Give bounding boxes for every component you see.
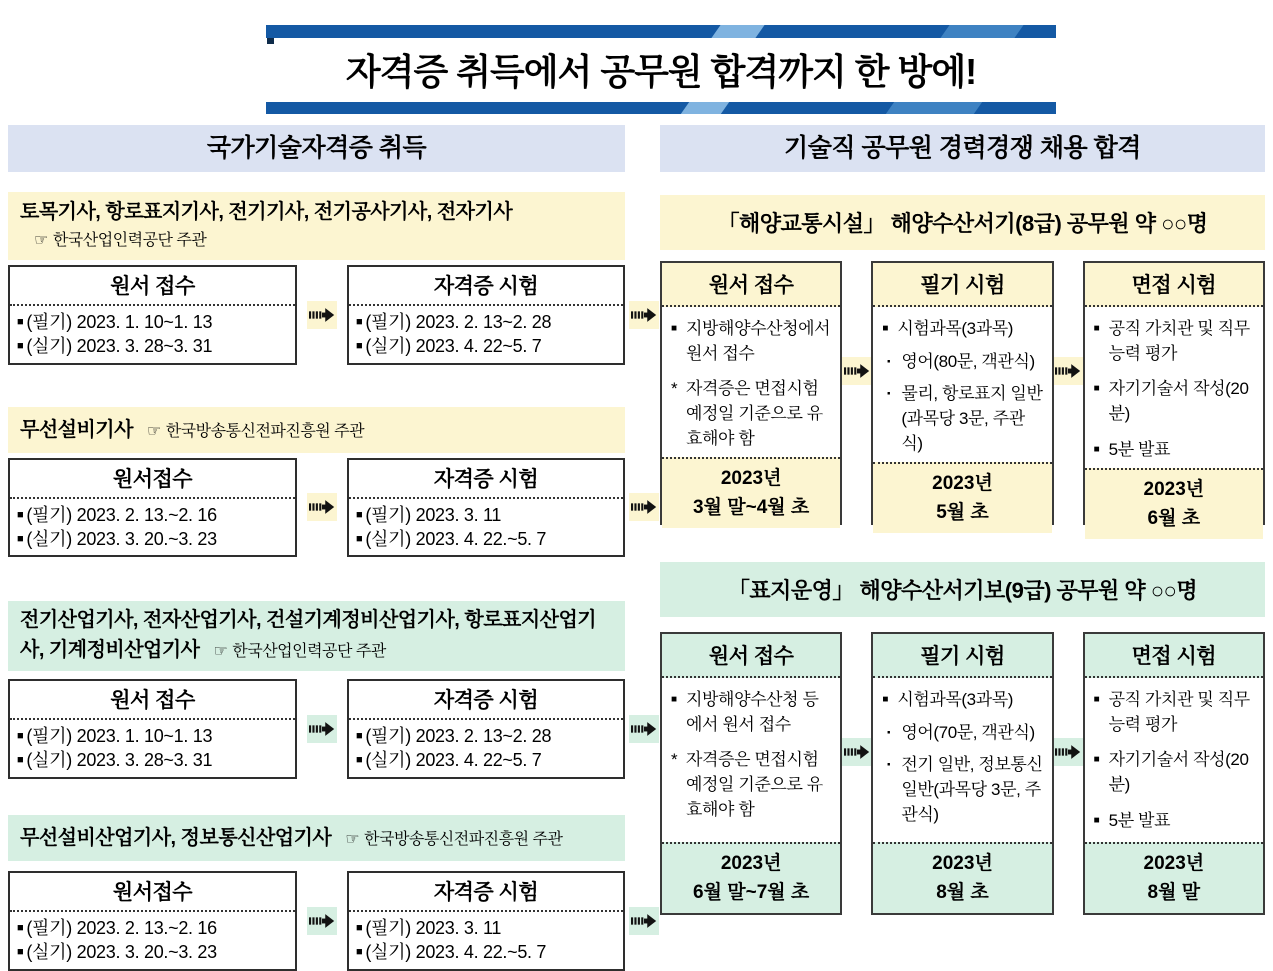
schedule-text: (필기) 2023. 2. 13~2. 28 [365, 726, 552, 747]
bullet-icon: ■ [356, 730, 363, 743]
left-column [8, 125, 625, 971]
application-box [8, 679, 297, 779]
arrow-gap [842, 261, 871, 525]
box-header: 원서 접수 [10, 267, 295, 306]
period-range: 8월 말 [1147, 881, 1201, 903]
box-body [349, 720, 623, 777]
box-body [349, 912, 623, 969]
banner-notch [267, 38, 274, 44]
step-card-interview [1083, 261, 1265, 529]
card-item [882, 350, 1044, 375]
schedule-text: (실기) 2023. 4. 22.~5. 7 [365, 942, 547, 963]
schedule-text: (실기) 2023. 3. 20.~3. 23 [26, 942, 217, 963]
exam-box [347, 871, 625, 971]
card-text: 자격증은 면접시험 예정일 기준으로 유효해야 함 [686, 750, 823, 819]
flow-arrow-icon [629, 493, 659, 521]
bullet-icon: ■ [356, 532, 363, 545]
title-banner [266, 25, 1056, 114]
period-year: 2023년 [720, 468, 782, 490]
schedule-text: (필기) 2023. 1. 10~1. 13 [26, 312, 213, 332]
card-text: 자기기술서 작성(20분) [1108, 379, 1249, 423]
period-year: 2023년 [1143, 853, 1205, 874]
card-body [662, 307, 840, 457]
org-name: 한국산업인력공단 주관 [52, 232, 207, 249]
cert-group-title: 무선설비산업기사, 정보통신산업기사 [20, 826, 332, 849]
period-range: 8월 초 [936, 881, 989, 903]
flow-arrow-icon [629, 907, 659, 935]
bullet-icon: ■ [17, 316, 24, 328]
box-body [349, 499, 623, 556]
card-text: 자기기술서 작성(20분) [1108, 750, 1249, 794]
cert-section-2 [8, 407, 625, 558]
bullet-icon: ■ [356, 946, 363, 959]
application-box [8, 458, 297, 558]
step-card-application [660, 261, 842, 525]
pointing-hand-icon: ☞ [34, 232, 48, 249]
flow-arrow-icon [1054, 738, 1083, 766]
card-header: 원서 접수 [662, 263, 840, 307]
step-cards-row [660, 632, 1265, 915]
card-item [882, 382, 1044, 456]
bullet-icon: * [671, 379, 678, 399]
card-body [873, 678, 1051, 842]
org-note [34, 229, 613, 253]
bullet-icon: ■ [356, 754, 363, 767]
bullet-icon: ■ [17, 532, 24, 545]
flow-arrow-icon [629, 715, 659, 743]
bullet-icon: ■ [882, 323, 888, 334]
cert-group-label [8, 815, 625, 861]
card-item [671, 317, 833, 366]
card-item [671, 377, 833, 451]
cert-group-label [8, 601, 625, 671]
schedule-text: (필기) 2023. 3. 11 [365, 917, 502, 938]
card-period [662, 457, 840, 528]
flow-arrow-icon [307, 301, 337, 329]
schedule-row [8, 458, 625, 558]
bullet-icon: ■ [17, 754, 24, 767]
bullet-icon: · [886, 755, 892, 775]
bullet-icon: ■ [1093, 323, 1100, 334]
org-name: 한국산업인력공단 주관 [232, 643, 386, 661]
schedule-item [356, 527, 616, 551]
flow-arrow-icon [307, 493, 337, 521]
application-box [8, 871, 297, 971]
application-box [8, 265, 297, 365]
pointing-hand-icon: ☞ [146, 422, 161, 440]
card-text: 지방해양수산청에서 원서 접수 [686, 319, 831, 363]
arrow-gap [1054, 261, 1083, 525]
card-text: 영어(70문, 객관식) [901, 722, 1035, 742]
card-header: 면접 시험 [1085, 263, 1263, 307]
box-header: 자격증 시험 [349, 460, 623, 499]
schedule-item [356, 334, 616, 358]
bullet-icon: ■ [1093, 383, 1100, 395]
period-range: 3월 말~4월 초 [693, 496, 810, 518]
schedule-text: (실기) 2023. 4. 22~5. 7 [365, 750, 542, 771]
exam-box [347, 679, 625, 779]
bullet-icon: ■ [17, 921, 24, 934]
pointing-hand-icon: ☞ [213, 643, 228, 661]
period-year: 2023년 [1143, 479, 1205, 501]
card-item [1094, 809, 1256, 834]
box-header: 원서접수 [10, 460, 295, 499]
cert-section-3 [8, 601, 625, 779]
right-column [660, 125, 1265, 915]
card-period [662, 842, 840, 913]
flow-arrow-icon [1054, 357, 1083, 385]
bullet-icon: ■ [1093, 443, 1100, 455]
card-period [873, 842, 1051, 913]
card-item [882, 317, 1044, 342]
bullet-icon: · [886, 722, 892, 742]
schedule-item [17, 334, 288, 358]
card-header: 필기 시험 [873, 263, 1051, 307]
card-period [1085, 468, 1263, 539]
exam-box [347, 265, 625, 365]
box-body [10, 720, 295, 777]
card-text: 자격증은 면접시험 예정일 기준으로 유효해야 함 [686, 379, 823, 448]
card-item [1094, 438, 1256, 463]
schedule-text: (실기) 2023. 4. 22~5. 7 [365, 336, 542, 357]
box-body [10, 912, 295, 969]
arrow-gap [297, 265, 347, 365]
schedule-item [17, 724, 288, 748]
org-note [213, 643, 385, 660]
arrow-gap [1054, 632, 1083, 915]
card-text: 5분 발표 [1108, 439, 1171, 459]
schedule-text: (실기) 2023. 3. 20.~3. 23 [26, 528, 217, 549]
cert-group-label [8, 192, 625, 260]
schedule-item [356, 916, 616, 940]
step-card-interview [1083, 632, 1265, 915]
card-item [1094, 748, 1256, 797]
card-item [882, 753, 1044, 827]
org-name: 한국방송통신전파진흥원 주관 [364, 830, 563, 848]
card-period [873, 462, 1051, 533]
schedule-text: (실기) 2023. 3. 28~3. 31 [26, 750, 213, 771]
box-header: 자격증 시험 [349, 873, 623, 912]
cert-group-title: 토목기사, 항로표지기사, 전기기사, 전기공사기사, 전자기사 [20, 201, 513, 223]
flow-arrow-icon [842, 738, 871, 766]
left-column-header: 국가기술자격증 취득 [8, 125, 625, 172]
schedule-row [8, 871, 625, 971]
recruit-banner: 「표지운영」 해양수산서기보(9급) 공무원 약 ○○명 [660, 562, 1265, 617]
schedule-item [356, 940, 616, 964]
cert-section-1 [8, 192, 625, 365]
card-item [671, 688, 833, 737]
bullet-icon: ■ [671, 694, 677, 705]
card-header: 면접 시험 [1085, 634, 1263, 678]
period-range: 6월 초 [1147, 507, 1201, 529]
box-header: 원서접수 [10, 873, 295, 912]
bullet-icon: · [886, 384, 892, 404]
card-period [1085, 842, 1263, 913]
org-name: 한국방송통신전파진흥원 주관 [165, 422, 365, 440]
box-header: 원서 접수 [10, 681, 295, 720]
bullet-icon: ■ [17, 508, 24, 521]
schedule-text: (필기) 2023. 2. 13~2. 28 [365, 312, 552, 332]
box-body [10, 306, 295, 363]
bullet-icon: ■ [671, 323, 677, 334]
cert-group-title: 무선설비기사 [20, 418, 133, 441]
bullet-icon: ■ [17, 946, 24, 959]
schedule-row [8, 679, 625, 779]
arrow-gap [297, 458, 347, 558]
flow-arrow-icon [842, 357, 871, 385]
schedule-item [17, 527, 288, 551]
bullet-icon: ■ [356, 316, 363, 328]
bullet-icon: · [886, 351, 892, 371]
bullet-icon: ■ [17, 340, 24, 353]
bullet-icon: ■ [1093, 754, 1100, 766]
flow-arrow-icon [307, 907, 337, 935]
card-text: 시험과목(3과목) [897, 319, 1014, 338]
right-column-header: 기술직 공무원 경력경쟁 채용 합격 [660, 125, 1265, 172]
card-text: 시험과목(3과목) [897, 690, 1014, 709]
arrow-gap [842, 632, 871, 915]
schedule-text: (실기) 2023. 3. 28~3. 31 [26, 336, 213, 357]
card-item [882, 721, 1044, 746]
card-text: 공직 가치관 및 직무능력 평가 [1108, 690, 1250, 734]
org-note [147, 423, 364, 440]
card-text: 공직 가치관 및 직무능력 평가 [1108, 319, 1250, 363]
schedule-text: (실기) 2023. 4. 22.~5. 7 [365, 528, 547, 549]
card-text: 5분 발표 [1108, 810, 1171, 830]
box-body [10, 499, 295, 556]
arrow-gap [297, 871, 347, 971]
banner-top-bar [266, 25, 1056, 38]
period-year: 2023년 [932, 853, 993, 874]
step-card-written [871, 261, 1053, 525]
schedule-text: (필기) 2023. 1. 10~1. 13 [26, 726, 213, 747]
period-year: 2023년 [932, 473, 993, 495]
card-item [882, 688, 1044, 713]
bullet-icon: ■ [17, 730, 24, 743]
cert-group-label [8, 407, 625, 453]
schedule-item [356, 748, 616, 772]
card-text: 영어(80문, 객관식) [901, 351, 1035, 371]
bullet-icon: ■ [356, 340, 363, 353]
card-body [1085, 678, 1263, 842]
banner-bottom-bar [266, 102, 1056, 114]
schedule-item [17, 748, 288, 772]
period-year: 2023년 [720, 853, 782, 874]
period-range: 5월 초 [936, 501, 989, 523]
box-header: 자격증 시험 [349, 267, 623, 306]
period-range: 6월 말~7월 초 [693, 881, 810, 903]
recruit-banner: 「해양교통시설」 해양수산서기(8급) 공무원 약 ○○명 [660, 195, 1265, 250]
schedule-text: (필기) 2023. 3. 11 [365, 504, 502, 525]
card-body [662, 678, 840, 842]
schedule-text: (필기) 2023. 2. 13.~2. 16 [26, 504, 217, 525]
flow-arrow-icon [307, 715, 337, 743]
card-item [1094, 317, 1256, 366]
arrow-gap [297, 679, 347, 779]
org-note [345, 831, 562, 848]
schedule-item [356, 503, 616, 527]
bullet-icon: ■ [1093, 814, 1100, 826]
card-body [1085, 307, 1263, 468]
bullet-icon: ■ [1093, 694, 1100, 705]
card-item [1094, 688, 1256, 737]
step-card-application [660, 632, 842, 915]
schedule-item [356, 724, 616, 748]
recruit-section-1 [660, 195, 1265, 529]
cert-group-title: 전기산업기사, 전자산업기사, 건설기계정비산업기사, 항로표지산업기사, 기계정비산업기사 [20, 609, 597, 662]
card-text: 물리, 항로표지 일반(과목당 3문, 주관식) [901, 384, 1043, 453]
bullet-icon: ■ [356, 508, 363, 521]
bullet-icon: ■ [882, 694, 888, 705]
recruit-section-2 [660, 562, 1265, 915]
step-card-written [871, 632, 1053, 915]
cert-section-4 [8, 815, 625, 971]
card-item [671, 748, 833, 822]
box-header: 자격증 시험 [349, 681, 623, 720]
card-text: 지방해양수산청 등에서 원서 접수 [686, 690, 819, 734]
schedule-item [356, 310, 616, 334]
schedule-item [17, 916, 288, 940]
step-cards-row [660, 261, 1265, 529]
bullet-icon: * [671, 750, 678, 770]
flow-arrow-icon [629, 301, 659, 329]
box-body [349, 306, 623, 363]
schedule-row [8, 265, 625, 365]
bullet-icon: ■ [356, 921, 363, 934]
card-item [1094, 377, 1256, 426]
schedule-item [17, 940, 288, 964]
schedule-text: (필기) 2023. 2. 13.~2. 16 [26, 917, 217, 938]
exam-box [347, 458, 625, 558]
card-header: 필기 시험 [873, 634, 1051, 678]
card-body [873, 307, 1051, 462]
pointing-hand-icon: ☞ [345, 830, 360, 848]
card-header: 원서 접수 [662, 634, 840, 678]
schedule-item [17, 503, 288, 527]
page-title: 자격증 취득에서 공무원 합격까지 한 방에! [345, 51, 977, 92]
schedule-item [17, 310, 288, 334]
card-text: 전기 일반, 정보통신 일반(과목당 3문, 주관식) [901, 755, 1043, 824]
